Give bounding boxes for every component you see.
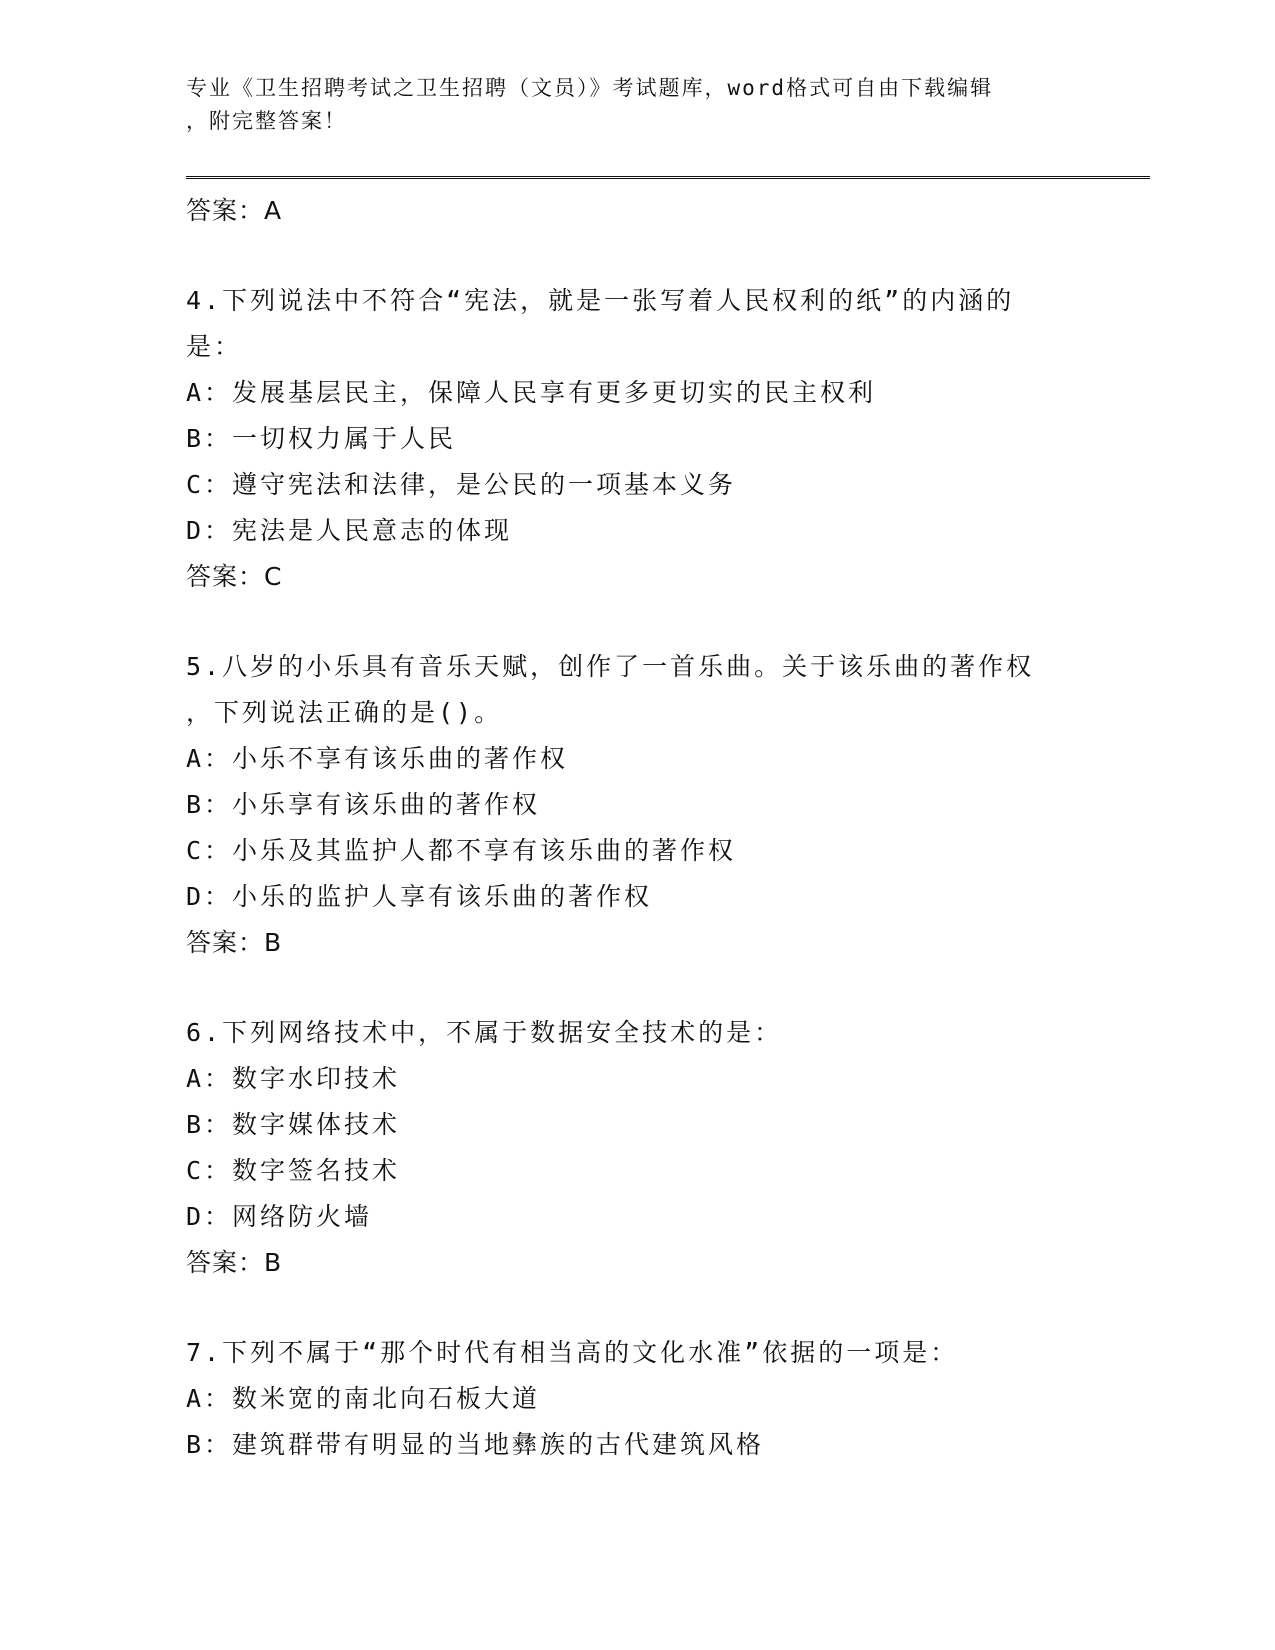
document-header — [186, 72, 1086, 138]
question-stem: 5.八岁的小乐具有音乐天赋，创作了一首乐曲。关于该乐曲的著作权 — [186, 652, 1035, 681]
option-d: D：网络防火墙 — [186, 1202, 373, 1231]
question-stem: 7.下列不属于“那个时代有相当高的文化水准”依据的一项是： — [186, 1338, 959, 1367]
question-list — [186, 188, 1086, 1468]
option-b: B：小乐享有该乐曲的著作权 — [186, 790, 541, 819]
option-a: A：数字水印技术 — [186, 1064, 401, 1093]
question-stem: 是： — [186, 332, 243, 361]
question-stem: ，下列说法正确的是()。 — [186, 698, 503, 727]
question-7 — [186, 1330, 1086, 1468]
option-a: A：数米宽的南北向石板大道 — [186, 1384, 541, 1413]
question-stem: 6.下列网络技术中，不属于数据安全技术的是： — [186, 1018, 783, 1047]
question-stem: 4.下列说法中不符合“宪法，就是一张写着人民权利的纸”的内涵的 — [186, 286, 1015, 315]
header-line-1: 专业《卫生招聘考试之卫生招聘（文员）》考试题库，word格式可自由下载编辑 — [186, 76, 994, 100]
header-divider — [186, 176, 1150, 179]
question-6 — [186, 1010, 1086, 1286]
option-b: B：一切权力属于人民 — [186, 424, 457, 453]
question-5 — [186, 644, 1086, 966]
answer-line: 答案：B — [186, 928, 283, 957]
option-b: B：数字媒体技术 — [186, 1110, 401, 1139]
option-a: A：小乐不享有该乐曲的著作权 — [186, 744, 569, 773]
option-c: C：小乐及其监护人都不享有该乐曲的著作权 — [186, 836, 737, 865]
option-a: A：发展基层民主，保障人民享有更多更切实的民主权利 — [186, 378, 877, 407]
answer-line: 答案：A — [186, 196, 283, 225]
answer-line: 答案：C — [186, 562, 283, 591]
option-d: D：宪法是人民意志的体现 — [186, 516, 513, 545]
header-line-2: ，附完整答案！ — [186, 109, 347, 133]
option-c: C：遵守宪法和法律，是公民的一项基本义务 — [186, 470, 737, 499]
answer-line: 答案：B — [186, 1248, 283, 1277]
question-4 — [186, 278, 1086, 600]
option-c: C：数字签名技术 — [186, 1156, 401, 1185]
option-b: B：建筑群带有明显的当地彝族的古代建筑风格 — [186, 1430, 765, 1459]
option-d: D：小乐的监护人享有该乐曲的著作权 — [186, 882, 653, 911]
